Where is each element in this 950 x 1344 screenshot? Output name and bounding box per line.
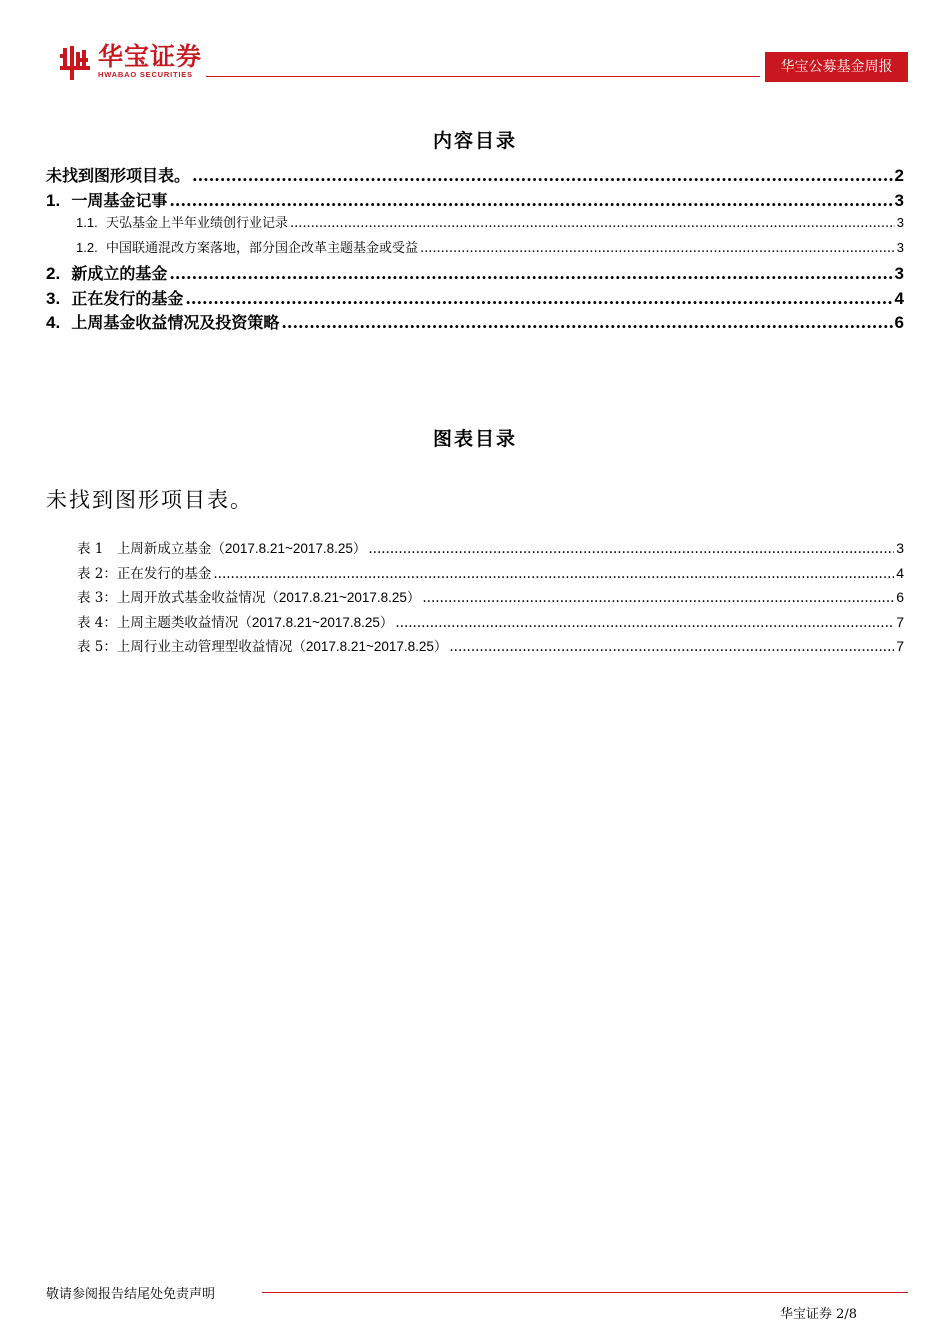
dot-leader	[290, 216, 895, 231]
figure-entry-label: 表 3：上周开放式基金收益情况	[77, 590, 266, 606]
toc-entry-page: 4	[894, 288, 904, 308]
toc-entry-4[interactable]	[46, 310, 904, 335]
figures-not-found-message: 未找到图形项目表。	[46, 488, 253, 512]
footer-disclaimer: 敬请参阅报告结尾处免责声明	[46, 1287, 216, 1302]
dot-leader	[395, 615, 894, 631]
toc-entry-not-found[interactable]	[46, 163, 904, 188]
figure-entry-5[interactable]	[77, 635, 904, 660]
page-header	[0, 0, 950, 90]
hwabao-logo-icon	[56, 44, 94, 82]
figure-entry-1[interactable]	[77, 537, 904, 562]
figure-entry-label: 表 2：正在发行的基金	[77, 565, 212, 582]
report-type-badge: 华宝公募基金周报	[765, 52, 908, 82]
dot-leader	[449, 639, 894, 655]
header-divider	[206, 76, 760, 77]
figure-entry-date: （2017.8.21~2017.8.25）	[238, 614, 394, 630]
company-logo	[56, 44, 202, 82]
dot-leader	[213, 566, 894, 582]
figure-entry-4[interactable]	[77, 611, 904, 636]
footer-page-number: 华宝证券 2/8	[780, 1307, 858, 1322]
figure-entry-3[interactable]	[77, 586, 904, 611]
toc-entry-label: 上周基金收益情况及投资策略	[71, 313, 280, 332]
dot-leader	[192, 166, 893, 185]
toc-entry-page: 3	[894, 190, 904, 210]
footer-divider	[262, 1292, 908, 1293]
figure-entry-label: 表 4：上周主题类收益情况	[77, 614, 239, 631]
dot-leader	[368, 541, 894, 557]
figure-entry-page: 6	[896, 589, 904, 605]
toc-entry-page: 2	[894, 166, 904, 185]
toc-entry-number: 2.	[46, 264, 61, 283]
figure-entry-label: 表 1 上周新成立基金	[77, 541, 212, 557]
toc-entry-page: 3	[896, 215, 904, 230]
figure-entry-date: （2017.8.21~2017.8.25）	[292, 639, 448, 654]
figure-entry-date: （2017.8.21~2017.8.25）	[265, 590, 421, 605]
dot-leader	[422, 590, 894, 606]
toc-entry-1-2[interactable]	[46, 237, 904, 262]
toc-entry-number: 1.2.	[76, 239, 98, 255]
figures-title: 图表目录	[432, 428, 517, 450]
toc-entry-label: 新成立的基金	[71, 264, 168, 283]
dot-leader	[185, 289, 892, 308]
figure-entry-page: 3	[896, 540, 904, 556]
dot-leader	[169, 264, 892, 283]
toc-entry-label: 一周基金记事	[71, 190, 168, 210]
toc-entry-number: 1.1.	[76, 215, 98, 230]
company-name-en: HWABAO SECURITIES	[98, 70, 193, 79]
figure-entry-page: 7	[896, 613, 904, 630]
toc-entry-1[interactable]	[46, 188, 904, 213]
dot-leader	[281, 313, 892, 332]
contents-title: 内容目录	[432, 130, 517, 152]
toc-entry-1-1[interactable]	[46, 212, 904, 237]
toc-entry-label: 天弘基金上半年业绩创行业记录	[105, 216, 288, 231]
toc-entry-3[interactable]	[46, 286, 904, 311]
toc-entry-label: 中国联通混改方案落地，部分国企改革主题基金或受益	[105, 240, 418, 256]
toc-entry-page: 6	[894, 313, 904, 332]
figure-entry-page: 4	[896, 564, 904, 581]
toc-entry-label: 正在发行的基金	[71, 288, 184, 308]
toc-entry-page: 3	[894, 264, 904, 283]
dot-leader	[420, 241, 895, 256]
figure-entry-page: 7	[896, 638, 904, 654]
figure-entry-2[interactable]	[77, 562, 904, 587]
company-name-cn: 华宝证券	[98, 42, 203, 71]
table-of-contents	[46, 163, 904, 335]
toc-entry-number: 3.	[46, 288, 61, 308]
figure-entry-label: 表 5：上周行业主动管理型收益情况	[77, 639, 293, 655]
toc-entry-label: 未找到图形项目表。	[46, 166, 191, 185]
list-of-tables	[77, 537, 904, 660]
dot-leader	[169, 191, 892, 210]
toc-entry-page: 3	[896, 239, 904, 255]
toc-entry-number: 1.	[46, 190, 61, 210]
toc-entry-number: 4.	[46, 313, 61, 332]
toc-entry-2[interactable]	[46, 261, 904, 286]
figure-entry-date: （2017.8.21~2017.8.25）	[211, 541, 367, 556]
